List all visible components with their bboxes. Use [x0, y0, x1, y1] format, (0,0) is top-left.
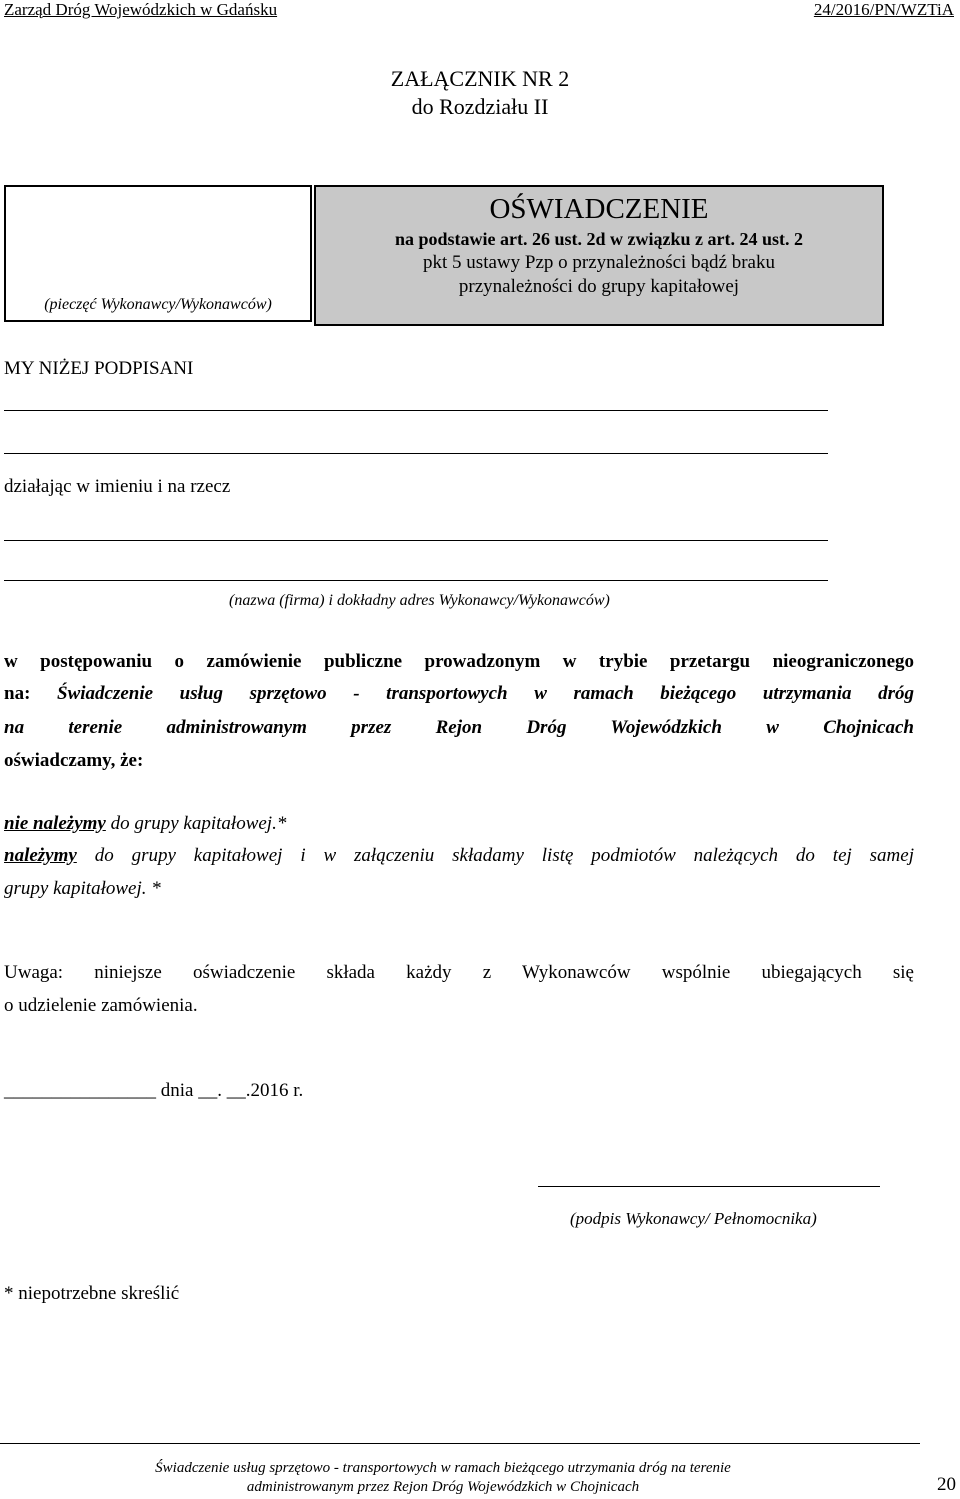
title-subline-1: pkt 5 ustawy Pzp o przynależności bądź braku — [423, 252, 775, 273]
company-fill-line-2[interactable] — [4, 580, 828, 581]
declare-text: oświadczamy, że: — [4, 750, 144, 771]
header-right: 24/2016/PN/WZTiA — [813, 0, 954, 19]
footer-line-2: administrowanym przez Rejon Dróg Wojewódzkich w Chojnicach — [246, 1479, 640, 1495]
declaration-title: OŚWIADCZENIE — [489, 193, 709, 225]
signature-line[interactable] — [538, 1186, 880, 1187]
date-text: dnia __. __.2016 r. — [156, 1080, 304, 1101]
title-subline-2: przynależności do grupy kapitałowej — [458, 276, 740, 297]
company-caption: (nazwa (firma) i dokładny adres Wykonawcy/Wykonawców) — [229, 592, 610, 609]
signers-fill-line-2[interactable] — [4, 453, 828, 454]
option-member-line-2: grupy kapitałowej. * — [4, 878, 161, 899]
title-box — [314, 185, 884, 326]
attachment-chapter: do Rozdziału II — [411, 94, 549, 119]
signers-fill-line-1[interactable] — [4, 410, 828, 411]
option-not-member-key: nie należymy — [4, 813, 106, 834]
stamp-box — [4, 185, 312, 322]
subject-text-1: Świadczenie usług sprzętowo - transportowych w ramach bieżącego utrzymania dróg — [57, 683, 915, 704]
option-member — [4, 845, 914, 867]
company-fill-line-1[interactable] — [4, 540, 828, 541]
place-fill-line[interactable]: ________________ — [4, 1080, 156, 1101]
stamp-caption: (pieczęć Wykonawcy/Wykonawców) — [44, 296, 272, 313]
footnote: * niepotrzebne skreślić — [4, 1283, 180, 1304]
proceedings-line: w postępowaniu o zamówienie publiczne prowadzonym w trybie przetargu nieograniczonego — [4, 651, 914, 672]
option-not-member-rest: do grupy kapitałowej.* — [105, 813, 287, 834]
subject-line-1 — [4, 683, 914, 705]
legal-basis-line: na podstawie art. 26 ust. 2d w związku z art. 24 ust. 2 — [394, 229, 803, 249]
note-line-2: o udzielenie zamówienia. — [4, 995, 198, 1016]
option-not-member — [4, 813, 286, 835]
acting-label: działając w imieniu i na rzecz — [4, 476, 231, 497]
page-number: 20 — [937, 1474, 956, 1495]
note-line-1: Uwaga: niniejsze oświadczenie składa każdy z Wykonawców wspólnie ubiegających się — [4, 962, 914, 983]
na-label: na: — [4, 683, 31, 704]
header-left: Zarząd Dróg Wojewódzkich w Gdańsku — [4, 0, 278, 19]
footer-rule — [0, 1443, 920, 1444]
signature-caption: (podpis Wykonawcy/ Pełnomocnika) — [570, 1209, 817, 1228]
footer-line-1: Świadczenie usług sprzętowo - transportowych w ramach bieżącego utrzymania dróg na terenie — [155, 1460, 731, 1476]
signers-label: MY NIŻEJ PODPISANI — [4, 358, 194, 379]
date-line — [4, 1080, 303, 1102]
subject-line-2: na terenie administrowanym przez Rejon Dróg Wojewódzkich w Chojnicach — [4, 717, 914, 738]
attachment-number: ZAŁĄCZNIK NR 2 — [390, 66, 570, 91]
option-member-rest: do grupy kapitałowej i w załączeniu składamy listę podmiotów należących do tej samej — [76, 845, 914, 866]
option-member-key: należymy — [4, 845, 77, 866]
